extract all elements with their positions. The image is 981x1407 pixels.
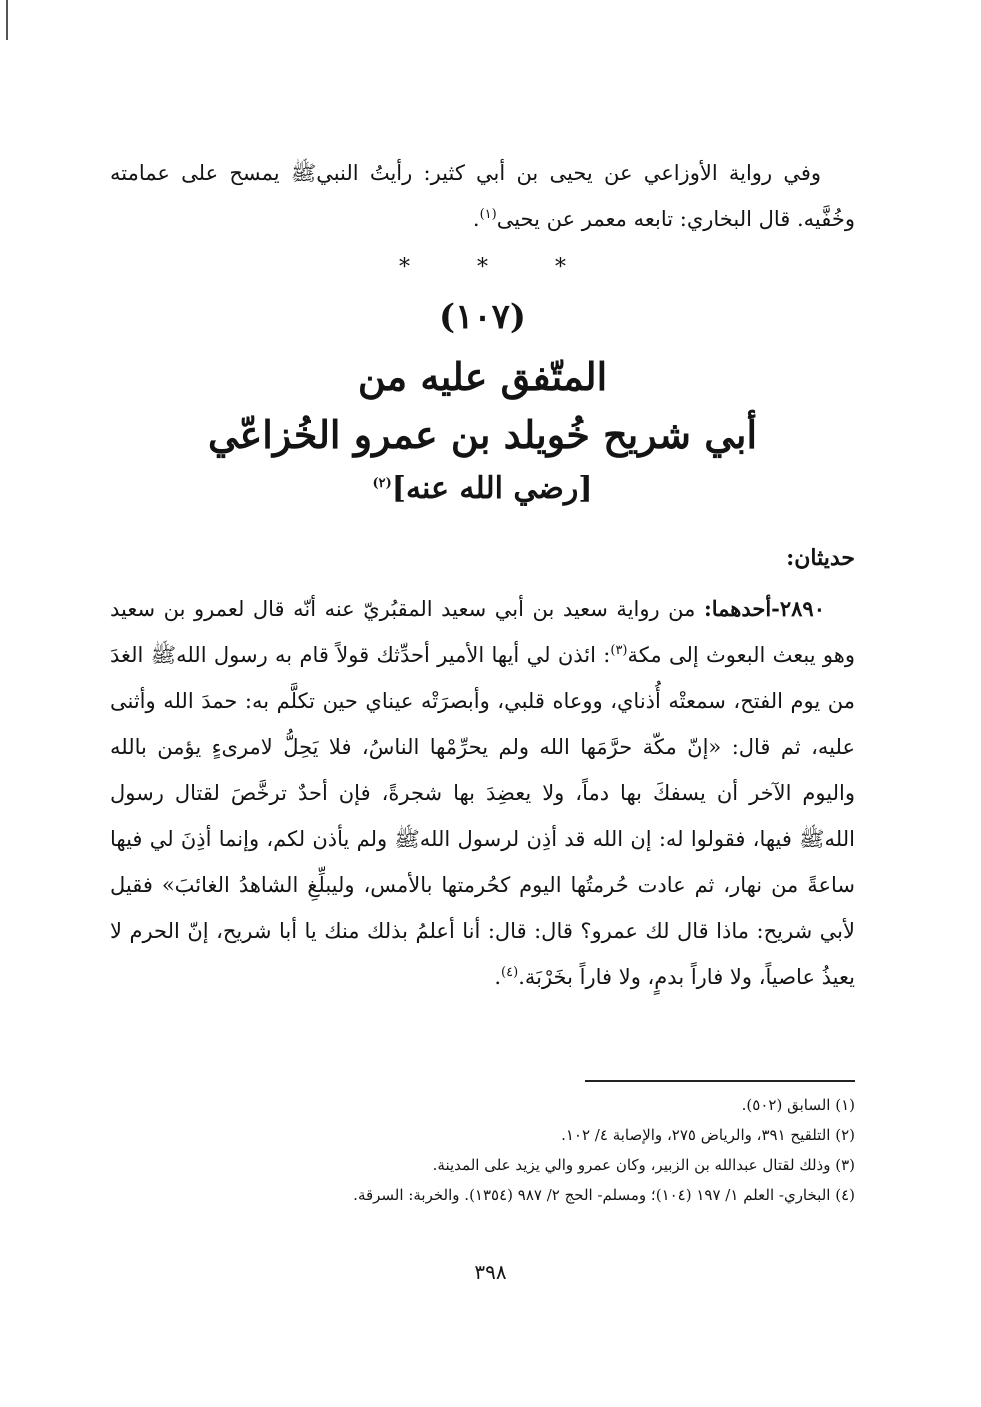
section-separator: * * * [399,255,596,280]
hadith-paragraph [110,586,855,1000]
chapter-title-line1: المتّفق عليه من [357,354,608,399]
footnote-1: (١) السابق (٥٠٢). [741,1096,855,1114]
hadith-end: . [494,965,502,989]
footnote-ref-3: (٣) [610,643,628,658]
page-number: ٣٩٨ [474,1260,507,1284]
footnote-4: (٤) البخاري- العلم ١/ ١٩٧ (١٠٤)؛ ومسلم- الحج ٢/ ٩٨٧ (١٣٥٤). والخربة: السرقة. [353,1186,855,1204]
footnote-ref-1: (١) [479,207,497,222]
footnote-2: (٢) التلقيح ٣٩١، والرياض ٢٧٥، والإصابة ٤/ ١٠٢. [561,1126,855,1144]
chapter-title-line2: أبي شريح خُويلد بن عمرو الخُزاعّي [207,412,758,457]
hadith-number: ٢٨٩٠ [779,596,825,621]
footnote-3: (٣) وذلك لقتال عبدالله بن الزبير، وكان عمرو والي يزيد على المدينة. [432,1156,855,1174]
scan-edge-line [6,0,8,40]
intro-text: وفي رواية الأوزاعي عن يحيى بن أبي كثير: رأيتُ النبيﷺ يمسح على عمامته وخُفَّيه. قال البخاري: تابعه معمر عن يحيى [110,161,855,231]
page-body [110,150,855,1000]
hadith-lead: -أحدهما: [703,596,780,621]
hadith-text-part2: : ائذن لي أيها الأمير أحدِّثك قولاً قام به رسول اللهﷺ الغدَ من يوم الفتح، سمعتْه أُذناي، ووعاه قلبي، وأبصرَتْه عيناي حين تكلَّم به: حمدَ الله وأثنى عليه، ثم قال: «إنّ مكّة حرَّمَها الله ولم يحرِّمْها الناسُ، فلا يَحِلُّ لامرىءٍ يؤمن بالله واليوم الآخر أن يسفكَ بها دماً، ولا يعضِدَ بها شجرةً، فإن أحدٌ ترخَّصَ لقتال رسول اللهﷺ فيها، فقولوا له: إن الله قد أذِن لرسول اللهﷺ ولم يأذن لكم، وإنما أذِنَ لي فيها ساعةً من نهار، ثم عادت حُرمتُها اليوم كحُرمتها بالأمس، وليبلِّغِ الشاهدُ الغائبَ» فقيل لأبي شريح: ماذا قال لك عمرو؟ قال: قال: أنا أعلمُ بذلك منك يا أبا شريح، إنّ الحرم لا يعيذُ عاصياً، ولا فاراً بدمٍ، ولا فاراً بخَرْبَة. [110,643,856,989]
chapter-subtitle [110,464,855,514]
chapter-number: (١٠٧) [439,297,526,337]
footnote-ref-4: (٤) [501,965,519,980]
footnote-ref-2: (٢) [372,476,392,491]
footnotes [110,1090,855,1210]
intro-paragraph [110,150,855,242]
section-heading: حديثان: [786,545,855,571]
intro-end: . [472,207,480,231]
footnote-divider [585,1080,855,1082]
chapter-subtitle-text: [رضي الله عنه] [391,471,593,506]
hadith-text-part1: من رواية سعيد بن أبي سعيد المقبُريّ عنه أنّه قال لعمرو بن سعيد وهو يبعث البعوث إلى مكة [110,597,855,667]
